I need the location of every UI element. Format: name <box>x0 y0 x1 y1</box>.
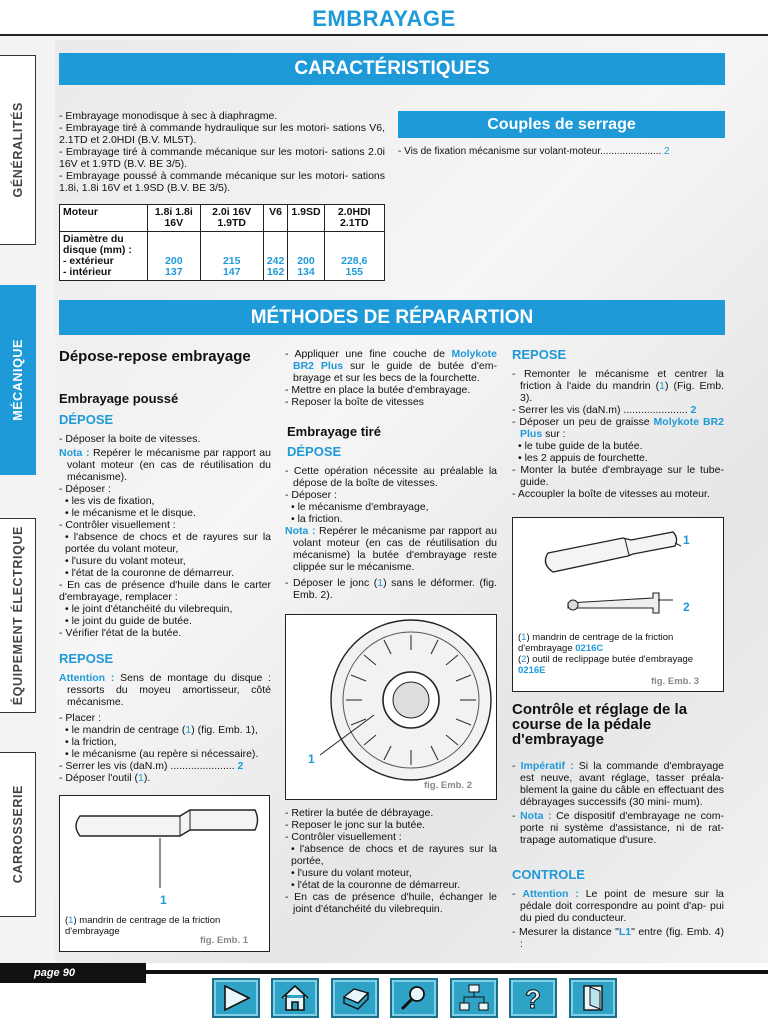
nota-label: Nota : <box>59 447 90 459</box>
product-name: Molykote BR2 Plus <box>293 348 497 372</box>
step-text: - Reposer le jonc sur la butée. <box>285 819 426 831</box>
text-part: ) sans le déformer. (fig. Emb. 2). <box>293 577 497 601</box>
step-text: - Contrôler visuellement : <box>59 519 176 531</box>
step-text: - Accoupler la boîte de vitesses au moteur. <box>512 488 710 500</box>
table-row <box>60 232 385 281</box>
text-part: ) (Fig. Emb. 3). <box>520 380 724 404</box>
heading-depose-repose: Dépose-repose embrayage <box>59 348 251 365</box>
sidebar-tab-label: GÉNÉRALITÉS <box>10 102 25 198</box>
attention-para: - Attention : Le point de mesure sur la pédale doit correspondre au point d'ap- pui du pied du conducteur. <box>512 888 724 924</box>
mandrel-illustration <box>60 796 269 896</box>
text-part: - Déposer l'outil ( <box>59 772 139 784</box>
heading-controle: CONTROLE <box>512 867 585 882</box>
col1-depose-text <box>59 433 271 639</box>
step-text: - Mettre en place la butée d'embrayage. <box>285 384 471 396</box>
sidebar-tab-mecanique[interactable] <box>0 285 36 475</box>
fig-number: 2 <box>683 600 690 614</box>
int-value: 134 <box>297 266 315 278</box>
ref-number: 1 <box>68 915 74 926</box>
step-text: • le mécanisme d'embrayage, <box>291 501 429 513</box>
col3-repose-text <box>512 368 724 500</box>
text-part: " entre (fig. Emb. 4) : <box>520 926 724 950</box>
nota-para <box>285 525 497 573</box>
caption-text: outil de reclippage butée d'embrayage <box>529 654 694 665</box>
attention-para <box>59 672 271 708</box>
table-cell <box>148 232 201 281</box>
step-text: • les 2 appuis de fourchette. <box>518 452 648 464</box>
attention-label: Attention : <box>59 672 115 684</box>
ref-number: 1 <box>377 577 384 589</box>
bullet-text: - Embrayage monodisque à sec à diaphragme. <box>59 110 278 122</box>
table-header: 1.8i 1.8i 16V <box>148 205 201 232</box>
bullet-text: - Embrayage tiré à commande mécanique sur les motori- sations 2.0i 16V et 1.9TD (B.V. BE 3/5). <box>59 146 385 170</box>
table-cell <box>200 232 263 281</box>
nav-home-button[interactable] <box>271 978 319 1018</box>
heading-depose: DÉPOSE <box>59 412 114 427</box>
text-part: sur : <box>542 428 566 440</box>
help-icon <box>516 983 550 1013</box>
int-value: 162 <box>266 266 285 278</box>
sidebar-tab-equipement-electrique[interactable] <box>0 518 36 713</box>
text-part: - Déposer un peu de graisse <box>512 416 654 428</box>
step-text <box>285 577 497 601</box>
step-text <box>285 348 497 384</box>
nav-play-button[interactable] <box>212 978 260 1018</box>
step-text: - Reposer la boîte de vitesses <box>285 396 424 408</box>
ext-value: 200 <box>297 255 315 267</box>
step-text: • le joint d'étanchéité du vilebrequin, <box>65 603 233 615</box>
step-text: • l'absence de chocs et de rayures sur la portée du volant moteur, <box>65 531 271 555</box>
int-value: 155 <box>345 266 364 278</box>
table-row-label <box>60 232 148 281</box>
ref-number: 1 <box>659 380 665 392</box>
step-text: • le mécanisme (au repère si nécessaire). <box>65 748 259 760</box>
step-text: • l'état de la couronne de démarreur. <box>291 879 461 891</box>
tool-ref: 0216E <box>518 665 546 676</box>
torque-value: 2 <box>690 404 697 416</box>
fig-number: 1 <box>683 533 690 547</box>
svg-text:?: ? <box>525 984 541 1013</box>
row-label-int: - intérieur <box>63 266 112 278</box>
step-text: • la friction. <box>291 513 343 525</box>
ref-number: 2 <box>521 654 527 665</box>
tool-ref: 0216C <box>575 643 604 654</box>
figure-emb-3 <box>512 517 724 692</box>
nav-search-button[interactable] <box>390 978 438 1018</box>
measure-label: L1 <box>618 926 632 938</box>
table-cell <box>263 232 288 281</box>
sitemap-icon <box>457 983 491 1013</box>
couple-value: 2 <box>664 146 670 157</box>
section-methodes: MÉTHODES DE RÉPARARTION <box>59 300 725 335</box>
attention-text: Sens de montage du disque : ressorts du moyeu amortisseur, côté mécanisme. <box>67 672 271 708</box>
nota-text: Repérer le mécanisme par rapport au volant moteur (en cas de réutilisation du mécanisme). <box>67 447 271 483</box>
figure-label: fig. Emb. 2 <box>424 780 473 791</box>
section-caracteristiques: CARACTÉRISTIQUES <box>59 53 725 85</box>
nota-text: Ce dispositif d'embrayage ne com- porte ni système d'assistance, ni de rat- trapage automatique d'usure. <box>520 810 724 846</box>
col2-depose-text <box>285 465 497 601</box>
table-cell <box>288 232 324 281</box>
table-header: 1.9SD <box>288 205 324 232</box>
step-text: - Déposer : <box>59 483 111 495</box>
caracteristiques-text <box>59 110 385 194</box>
heading-depose-2: DÉPOSE <box>287 444 342 459</box>
table-header: Moteur <box>60 205 148 232</box>
nota-para: - Nota : Ce dispositif d'embrayage ne com- porte ni système d'assistance, ni de rat- trapage automatique d'usure. <box>512 810 724 846</box>
col2-controle-text <box>285 807 497 915</box>
nav-help-button[interactable] <box>509 978 557 1018</box>
col2-intro-text <box>285 348 497 408</box>
imperatif-text: Si la commande d'embrayage est neuve, avant réglage, tasser préala- blement la gaine du câble en effectuant des débrayages successifs (30 mini- mum). <box>520 760 724 808</box>
figure-emb-1 <box>59 795 270 952</box>
step-text: - En cas de présence d'huile, échanger le joint d'étanchéité du vilebrequin. <box>285 891 497 915</box>
step-text: - Placer : <box>59 712 102 724</box>
table-header: 2.0i 16V 1.9TD <box>200 205 263 232</box>
heading-repose-2: REPOSE <box>512 347 567 362</box>
couple-label: - Vis de fixation mécanisme sur volant-moteur...................... <box>398 146 662 157</box>
step-text: - Retirer la butée de débrayage. <box>285 807 434 819</box>
text-part: - Mesurer la distance " <box>512 926 619 938</box>
step-text: - Déposer : <box>285 489 337 501</box>
nota-text: Repérer le mécanisme par rapport au volant moteur (en cas de réutilisation du mécanisme) la butée d'embrayage reste clippée sur le mécanisme. <box>293 525 497 573</box>
bullet-text: - Embrayage poussé à commande mécanique sur les motori- sations 1.8i, 1.8i 16V et 1.9SD (B.V. BE 3/5). <box>59 170 385 194</box>
step-text <box>59 772 271 784</box>
heading-controle-reglage: Contrôle et réglage de la course de la pédale d'embrayage <box>512 701 688 748</box>
nota-label: Nota : <box>520 810 552 822</box>
step-text: • l'usure du volant moteur, <box>291 867 412 879</box>
text-part: - Serrer les vis (daN.m) ...................... <box>59 760 235 772</box>
clutch-plate-illustration <box>286 615 496 799</box>
heading-embrayage-tire: Embrayage tiré <box>287 424 381 439</box>
sidebar-tab-label: ÉQUIPEMENT ÉLECTRIQUE <box>10 525 25 706</box>
col3-controle-text <box>512 760 724 846</box>
step-text <box>59 724 271 736</box>
tools-illustration <box>513 518 723 628</box>
section-couples-de-serrage: Couples de serrage <box>398 111 725 138</box>
table-header: V6 <box>263 205 288 232</box>
step-text: • le joint du guide de butée. <box>65 615 192 627</box>
figure-label: fig. Emb. 1 <box>200 935 249 946</box>
ext-value: 215 <box>222 255 241 267</box>
sidebar-tab-generalites[interactable] <box>0 55 36 245</box>
nav-sitemap-button[interactable] <box>450 978 498 1018</box>
ref-number: 1 <box>521 632 527 643</box>
int-value: 137 <box>165 266 183 278</box>
heading-embrayage-pousse: Embrayage poussé <box>59 391 179 406</box>
product-name: Molykote BR2 Plus <box>520 416 724 440</box>
nota-label: Nota : <box>285 525 316 537</box>
attention-label: Attention : <box>522 888 579 900</box>
step-text: • les vis de fixation, <box>65 495 155 507</box>
step-text: - Contrôler visuellement : <box>285 831 402 843</box>
caption-line: (1) mandrin de centrage de la friction d'embrayage 0216C <box>518 632 674 654</box>
search-icon <box>397 983 431 1013</box>
play-icon <box>219 983 253 1013</box>
couples-line <box>398 146 725 158</box>
step-text: - En cas de présence d'huile dans le carter d'embrayage, remplacer : <box>59 579 271 603</box>
fig-number: 1 <box>308 752 315 766</box>
step-text <box>59 760 271 772</box>
ref-number: 1 <box>185 724 192 736</box>
text-part: - Serrer les vis (daN.m) ...................... <box>512 404 688 416</box>
step-text: • le tube guide de la butée. <box>518 440 643 452</box>
ext-value: 242 <box>266 255 285 267</box>
sidebar-tab-label: MÉCANIQUE <box>10 339 25 421</box>
figure-caption: (1) mandrin de centrage de la friction d'embrayage <box>65 915 221 937</box>
printer-icon <box>338 983 372 1013</box>
ext-value: 200 <box>165 255 183 267</box>
text-part: ) (fig. Emb. 1), <box>191 724 258 736</box>
sidebar-tab-carrosserie[interactable] <box>0 752 36 917</box>
step-text: • l'usure du volant moteur, <box>65 555 186 567</box>
figure-emb-2 <box>285 614 497 800</box>
step-text: - Vérifier l'état de la butée. <box>59 627 182 639</box>
text-part: - Appliquer une fine couche de <box>285 348 452 360</box>
page-number: page 90 <box>0 963 146 983</box>
text-part: - Remonter le mécanisme et centrer la friction à l'aide du mandrin ( <box>512 368 724 392</box>
table-cell <box>324 232 384 281</box>
text-part: - Déposer le jonc ( <box>285 577 378 589</box>
figure-caption <box>518 632 718 676</box>
sidebar-tab-label: CARROSSERIE <box>10 785 25 884</box>
caption-text: mandrin de centrage de la friction d'embrayage <box>65 915 221 937</box>
step-text: - Déposer la boite de vitesses. <box>59 433 201 445</box>
figure-label: fig. Emb. 3 <box>651 676 700 687</box>
step-text: • l'absence de chocs et de rayures sur la portée, <box>291 843 497 867</box>
page-title: EMBRAYAGE <box>312 6 456 31</box>
row-label: Diamètre du disque (mm) : <box>63 233 132 256</box>
text-part: • le mandrin de centrage ( <box>65 724 186 736</box>
attention-text: Le point de mesure sur la pédale doit correspondre au point d'ap- pui du pied du conducteur. <box>520 888 724 924</box>
nota-para <box>59 447 271 483</box>
disc-diameter-table <box>59 204 385 281</box>
heading-repose: REPOSE <box>59 651 114 666</box>
step-text <box>512 404 724 416</box>
step-text <box>512 926 724 950</box>
step-text <box>512 368 724 404</box>
caption-line: (2) outil de reclippage butée d'embrayage 0216E <box>518 654 694 676</box>
step-text: - Cette opération nécessite au préalable la dépose de la boîte de vitesses. <box>285 465 497 489</box>
text-part: ). <box>143 772 151 784</box>
step-text: • la friction, <box>65 736 117 748</box>
col1-repose-text <box>59 672 271 784</box>
caption-text: mandrin de centrage de la friction d'embrayage <box>518 632 674 654</box>
torque-value: 2 <box>237 760 244 772</box>
imperatif-label: Impératif : <box>520 760 574 772</box>
bullet-text: - Embrayage tiré à commande hydraulique sur les motori- sations V6, 2.1TD et 2.0HDI (B.V. ML5T). <box>59 122 385 146</box>
table-header: 2.0HDI 2.1TD <box>324 205 384 232</box>
step-text: • le mécanisme et le disque. <box>65 507 196 519</box>
step-text: • l'état de la couronne de démarreur. <box>65 567 235 579</box>
step-text <box>512 416 724 440</box>
ref-number: 1 <box>138 772 144 784</box>
col3-mesure-text <box>512 888 724 950</box>
imperatif-para: - Impératif : Si la commande d'embrayage est neuve, avant réglage, tasser préala- blement la gaine du câble en effectuant des débrayages successifs (30 mini- mum). <box>512 760 724 808</box>
text-part: sur le guide de butée d'em- brayage et sur les becs de la fourchette. <box>293 360 497 384</box>
int-value: 147 <box>222 266 241 278</box>
home-icon <box>278 983 312 1013</box>
exit-icon <box>576 983 610 1013</box>
fig-number: 1 <box>160 893 167 907</box>
row-label-ext: - extérieur <box>63 255 114 267</box>
step-text: - Monter la butée d'embrayage sur le tube-guide. <box>512 464 724 488</box>
nav-exit-button[interactable] <box>569 978 617 1018</box>
ext-value: 228,6 <box>341 255 368 267</box>
nav-print-button[interactable] <box>331 978 379 1018</box>
